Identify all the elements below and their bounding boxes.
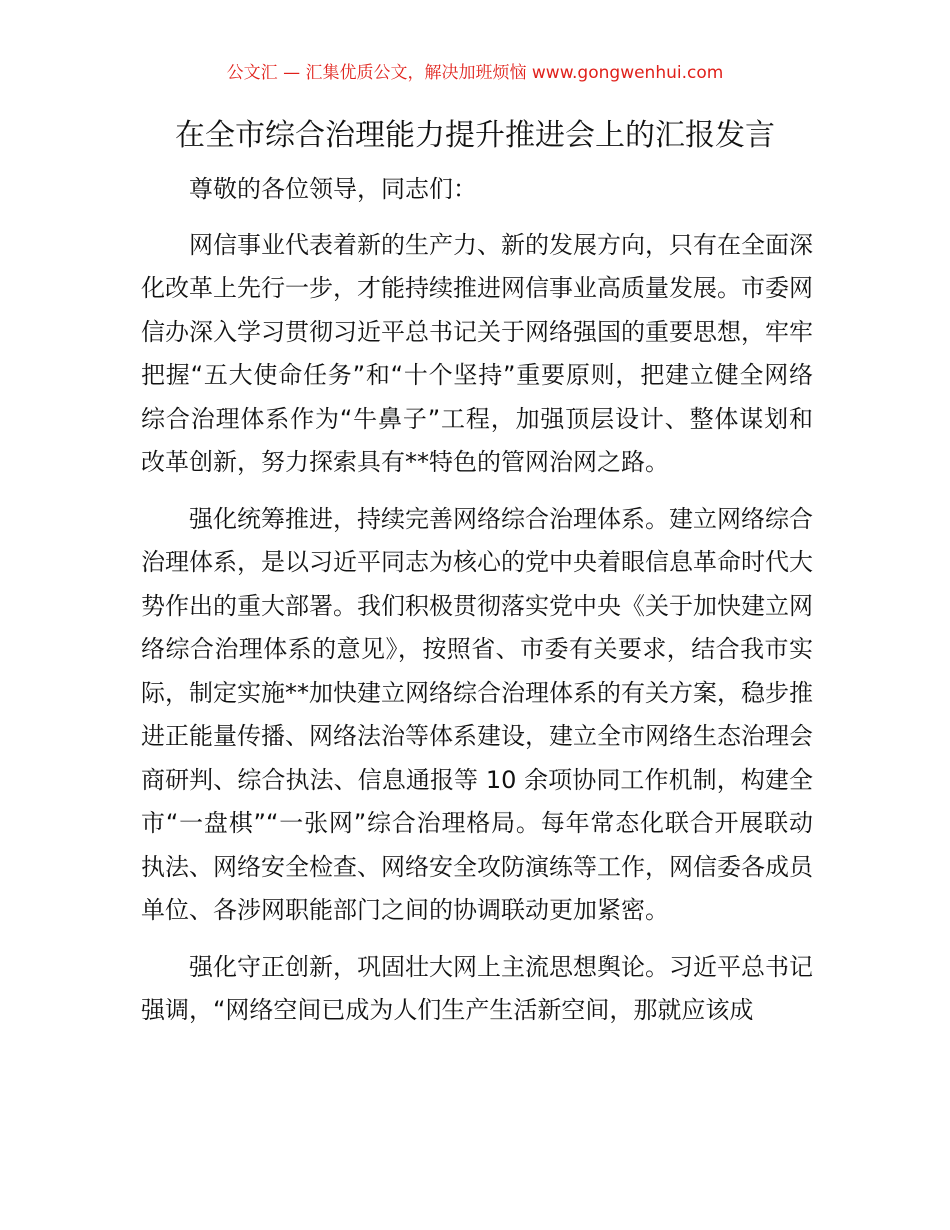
- paragraph-intro: 网信事业代表着新的生产力、新的发展方向，只有在全面深化改革上先行一步，才能持续推进网信事业高质量发展。市委网信办深入学习贯彻习近平总书记关于网络强国的重要思想，牢牢把握“五大使命任务”和“十个坚持”重要原则，把建立健全网络综合治理体系作为“牛鼻子”工程，加强顶层设计、整体谋划和改革创新，努力探索具有**特色的管网治网之路。: [141, 230, 813, 476]
- salutation: 尊敬的各位领导，同志们：: [189, 175, 477, 203]
- document-body: [141, 168, 813, 1046]
- header-banner: 公文汇 — 汇集优质公文，解决加班烦恼 www.gongwenhui.com: [226, 63, 724, 83]
- paragraph-innovation: 强化守正创新，巩固壮大网上主流思想舆论。习近平总书记强调，“网络空间已成为人们生产生活新空间，那就应该成: [141, 952, 813, 1024]
- paragraph-coordination: 强化统筹推进，持续完善网络综合治理体系。建立网络综合治理体系，是以习近平同志为核心的党中央着眼信息革命时代大势作出的重大部署。我们积极贯彻落实党中央《关于加快建立网络综合治理体系的意见》，按照省、市委有关要求，结合我市实际，制定实施**加快建立网络综合治理体系的有关方案，稳步推进正能量传播、网络法治等体系建设，建立全市网络生态治理会商研判、综合执法、信息通报等 10 余项协同工作机制，构建全市“一盘棋”“一张网”综合治理格局。每年常态化联合开展联动执法、网络安全检查、网络安全攻防演练等工作，网信委各成员单位、各涉网职能部门之间的协调联动更加紧密。: [141, 504, 813, 924]
- document-title: 在全市综合治理能力提升推进会上的汇报发言: [175, 118, 775, 153]
